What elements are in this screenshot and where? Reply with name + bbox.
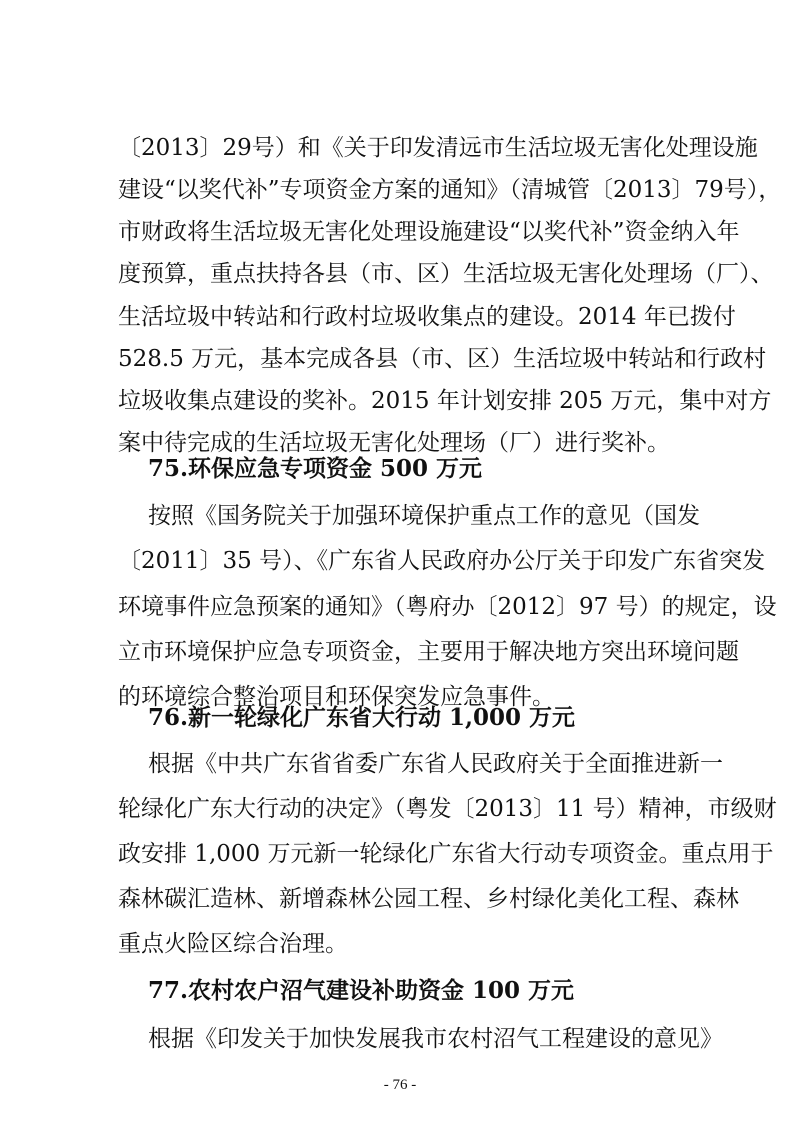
text-line: 528.5 万元，基本完成各县（市、区）生活垃圾中转站和行政村 [118, 346, 767, 372]
text-line: 按照《国务院关于加强环境保护重点工作的意见（国发 [148, 503, 700, 529]
text-line: 森林碳汇造林、新增森林公园工程、乡村绿化美化工程、森林 [118, 886, 739, 912]
text-line: 重点火险区综合治理。 [118, 931, 348, 957]
text-line: 立市环境保护应急专项资金，主要用于解决地方突出环境问题 [118, 639, 739, 665]
text-line: 市财政将生活垃圾无害化处理设施建设“以奖代补”资金纳入年 [118, 219, 740, 245]
section-heading-77: 77.农村农户沼气建设补助资金 100 万元 [148, 977, 575, 1004]
text-line: 轮绿化广东大行动的决定》（粤发〔2013〕11 号）精神，市级财 [118, 796, 777, 822]
text-line: 建设“以奖代补”专项资金方案的通知》（清城管〔2013〕79号）， [118, 177, 782, 203]
text-line: 案中待完成的生活垃圾无害化处理场（厂）进行奖补。 [118, 430, 670, 456]
page-number: - 76 - [383, 1077, 417, 1093]
text-line: 政安排 1,000 万元新一轮绿化广东省大行动专项资金。重点用于 [118, 841, 774, 867]
text-line: 垃圾收集点建设的奖补。2015 年计划安排 205 万元，集中对方 [118, 388, 772, 414]
text-line: 根据《中共广东省省委广东省人民政府关于全面推进新一 [148, 751, 723, 777]
text-line: 环境事件应急预案的通知》（粤府办〔2012〕97 号）的规定，设 [118, 594, 777, 620]
text-line: 根据《印发关于加快发展我市农村沼气工程建设的意见》 [148, 1026, 723, 1052]
text-line: 生活垃圾中转站和行政村垃圾收集点的建设。2014 年已拨付 [118, 304, 736, 330]
text-line: 〔2011〕35 号）、《广东省人民政府办公厅关于印发广东省突发 [118, 548, 766, 574]
text-line: 度预算，重点扶持各县（市、区）生活垃圾无害化处理场（厂）、 [118, 261, 774, 287]
section-heading-75: 75.环保应急专项资金 500 万元 [148, 455, 483, 482]
text-line: 的环境综合整治项目和环保突发应急事件。 [118, 684, 555, 710]
section-heading-76: 76.新一轮绿化广东省大行动 1,000 万元 [148, 704, 576, 731]
text-line: 〔2013〕29号）和《关于印发清远市生活垃圾无害化处理设施 [118, 135, 758, 161]
